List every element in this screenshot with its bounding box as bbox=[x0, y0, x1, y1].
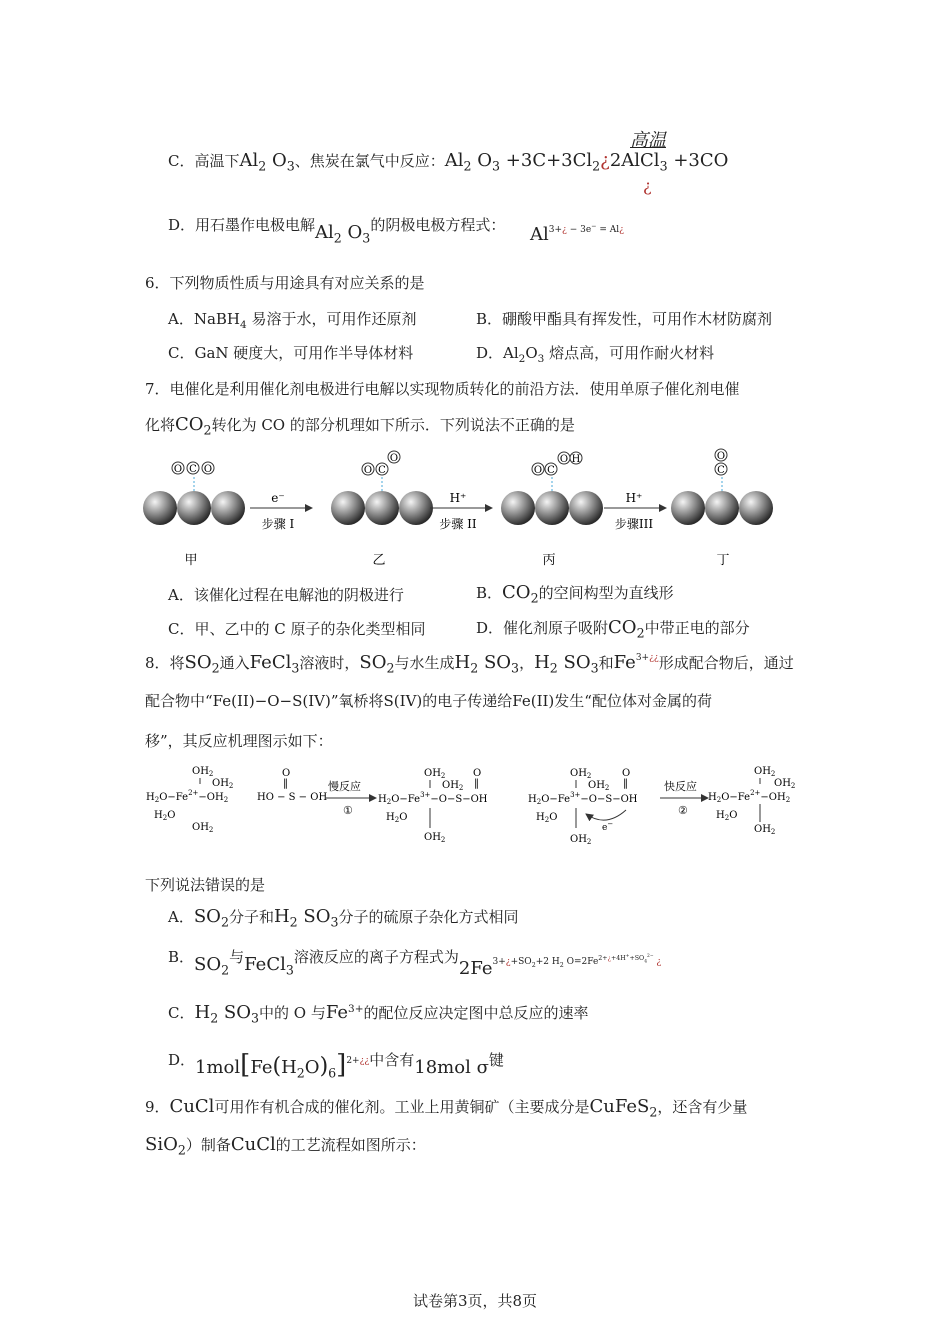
svg-text:OH2: $OH_2$ bbox=[774, 778, 796, 790]
fe2-hexaaqua-complex bbox=[146, 766, 233, 834]
svg-text:O: O bbox=[282, 768, 291, 779]
svg-text:②: ② bbox=[678, 804, 688, 817]
q6-option-a: A．NaBH$_4$ 易溶于水，可用作还原剂 bbox=[168, 310, 417, 331]
svg-text:H2O−Fe3+−O−S−OH: $H_2O-Fe^{3+}-O-S-OH$ bbox=[528, 791, 638, 806]
reagent-proton-1: H⁺ bbox=[449, 491, 467, 505]
q8-option-d: D．$1mol[Fe(H_2O)_6]2+¿¿$中含有18mol σ键 bbox=[168, 1050, 504, 1081]
svg-text:HO − S − OH: HO − S − OH bbox=[257, 792, 328, 803]
svg-text:OH2: $OH_2$ bbox=[192, 766, 214, 778]
fe3-sulfite-complex-2 bbox=[528, 768, 638, 846]
svg-text:O: O bbox=[389, 453, 399, 464]
svg-text:O: O bbox=[559, 454, 569, 465]
fe3-sulfite-complex-1 bbox=[378, 768, 488, 844]
q8-option-b: B．$SO_2$与FeCl$_3$溶液反应的离子方程式为$2Fe3+¿+SO_2+2$ $H_2$ $O=2Fe^{2+¿+4H^++SO_4^{2-}}$ ¿ bbox=[168, 948, 662, 979]
svg-text:OH2: $OH_2$ bbox=[424, 832, 446, 844]
label-yi: 乙 bbox=[372, 553, 386, 568]
svg-text:OH2: $OH_2$ bbox=[754, 766, 776, 778]
q8-option-c: C．$H_2$ $SO_3$中的 O 与$Fe^{3+}$的配位反应决定图中总反应的速率 bbox=[168, 1002, 589, 1026]
step-arrow-1 bbox=[250, 491, 312, 531]
svg-text:OH2: $OH_2$ bbox=[424, 768, 446, 780]
svg-text:OH2: $OH_2$ bbox=[754, 824, 776, 836]
svg-text:C: C bbox=[717, 465, 725, 476]
state-bing bbox=[501, 452, 603, 525]
q8-stem-line3: 移”，其反应机理图示如下： bbox=[145, 732, 333, 750]
svg-text:O: O bbox=[173, 464, 183, 475]
svg-text:O: O bbox=[363, 465, 373, 476]
svg-text:OH2: $OH_2$ bbox=[442, 780, 464, 792]
svg-text:C: C bbox=[189, 464, 197, 475]
svg-text:OH2: $OH_2$ bbox=[212, 778, 234, 790]
step-arrow-3 bbox=[604, 491, 666, 531]
q5-cathode-equation: $Al^{3+¿ - 3e^- = Al¿}$ bbox=[530, 223, 624, 245]
q5-option-c bbox=[630, 130, 666, 152]
slow-reaction-arrow bbox=[326, 779, 376, 817]
q7-option-c: C．甲、乙中的 C 原子的杂化类型相同 bbox=[168, 620, 426, 638]
svg-text:‖: ‖ bbox=[623, 778, 628, 789]
q5-garbled-char: ¿ bbox=[643, 176, 652, 195]
svg-text:H2O−Fe2+−OH2: $H_2O-Fe^{2+}-OH_2$ bbox=[708, 789, 791, 804]
q7-stem-line1: 7．电催化是利用催化剂电极进行电解以实现物质转化的前沿方法．使用单原子催化剂电催 bbox=[145, 380, 740, 398]
step-2-label: 步骤 II bbox=[439, 517, 477, 531]
fe2-product-complex bbox=[708, 766, 795, 836]
step-3-label: 步骤III bbox=[614, 517, 654, 531]
state-yi bbox=[331, 451, 433, 525]
reagent-proton-2: H⁺ bbox=[625, 491, 643, 505]
svg-text:‖: ‖ bbox=[474, 778, 479, 789]
svg-text:慢反应: 慢反应 bbox=[328, 780, 361, 793]
q5-option-c-text: C．高温下$Al_2$ $O_3$、焦炭在氯气中反应：$Al_2$ $O_3$ $+3C+3Cl_2¿2AlCl_3 +3CO$ bbox=[168, 150, 729, 174]
q8-option-a: A．$SO_2$分子和$H_2$ $SO_3$分子的硫原子杂化方式相同 bbox=[168, 906, 519, 930]
svg-text:H2O: $H_2O$ bbox=[154, 810, 176, 822]
svg-text:e−: e− bbox=[602, 820, 614, 833]
step-1-label: 步骤 I bbox=[261, 517, 295, 531]
svg-text:O: O bbox=[716, 451, 726, 462]
svg-text:快反应: 快反应 bbox=[664, 780, 697, 793]
q7-option-b: B．$CO_2$的空间构型为直线形 bbox=[476, 582, 674, 606]
fast-reaction-arrow bbox=[660, 779, 708, 817]
page-footer: 试卷第3页，共8页 bbox=[412, 1292, 538, 1310]
svg-text:OH2: $OH_2$ bbox=[588, 780, 610, 792]
svg-text:H2O: $H_2O$ bbox=[716, 810, 738, 822]
svg-text:OH2: $OH_2$ bbox=[570, 768, 592, 780]
svg-text:C: C bbox=[547, 465, 555, 476]
q9-stem-line1: 9．CuCl可用作有机合成的催化剂。工业上用黄铜矿（主要成分是CuFeS$_2$，还含有少量 bbox=[145, 1096, 748, 1120]
step-arrow-2 bbox=[430, 491, 492, 531]
q8-question: 下列说法错误的是 bbox=[145, 876, 266, 894]
svg-text:①: ① bbox=[343, 804, 353, 817]
sulfurous-acid bbox=[257, 768, 327, 803]
reaction-condition: 高温 bbox=[630, 130, 666, 151]
q7-option-d: D．催化剂原子吸附$CO_2$中带正电的部分 bbox=[476, 617, 750, 641]
q8-stem-line2: 配合物中“Fe(II)−O−S(IV)”氧桥将S(IV)的电子传递给Fe(II)发生“配位体对金属的荷 bbox=[145, 692, 712, 710]
svg-text:O: O bbox=[203, 464, 213, 475]
svg-text:OH2: $OH_2$ bbox=[192, 822, 214, 834]
svg-text:H2O: $H_2O$ bbox=[536, 812, 558, 824]
q5-option-d: D．用石墨作电极电解$Al_2$ $O_3$的阴极电极方程式： bbox=[168, 216, 506, 246]
q6-option-c: C．GaN 硬度大，可用作半导体材料 bbox=[168, 344, 414, 362]
label-bing: 丙 bbox=[542, 553, 556, 568]
label-ding: 丁 bbox=[716, 553, 730, 568]
q8-stem-line1: 8．将$SO_2$通入FeCl$_3$溶液时，$SO_2$与水生成$H_2$ $SO_3$，$H_2$ $SO_3$和$Fe^{3+¿¿}$形成配合物后，通过 bbox=[145, 652, 794, 676]
svg-text:O: O bbox=[622, 768, 631, 779]
svg-text:H: H bbox=[571, 454, 581, 465]
state-jia bbox=[143, 462, 245, 525]
svg-text:O: O bbox=[533, 465, 543, 476]
q8-mechanism-diagram bbox=[140, 762, 810, 850]
svg-text:‖: ‖ bbox=[283, 778, 288, 789]
q7-mechanism-diagram bbox=[140, 446, 790, 576]
q6-option-b: B．硼酸甲酯具有挥发性，可用作木材防腐剂 bbox=[476, 310, 773, 328]
q7-stem-line2: 化将$CO_2$转化为 CO 的部分机理如下所示．下列说法不正确的是 bbox=[145, 414, 575, 438]
q9-stem-line2: SiO$_2$）制备CuCl的工艺流程如图所示： bbox=[145, 1134, 426, 1158]
q6-option-d: D．$Al_2O_3$ 熔点高，可用作耐火材料 bbox=[476, 344, 715, 365]
svg-text:H2O: $H_2O$ bbox=[386, 812, 408, 824]
label-jia: 甲 bbox=[184, 553, 198, 568]
reagent-electron: e⁻ bbox=[271, 491, 285, 505]
q7-option-a: A．该催化过程在电解池的阴极进行 bbox=[168, 586, 404, 604]
svg-text:C: C bbox=[378, 465, 386, 476]
svg-text:O: O bbox=[473, 768, 482, 779]
q6-stem: 6．下列物质性质与用途具有对应关系的是 bbox=[145, 274, 425, 292]
svg-text:H2O−Fe3+−O−S−OH: $H_2O-Fe^{3+}-O-S-OH$ bbox=[378, 791, 488, 806]
state-ding bbox=[671, 449, 773, 525]
svg-text:OH2: $OH_2$ bbox=[570, 834, 592, 846]
svg-text:H2O−Fe2+−OH2: $H_2O-Fe^{2+}-OH_2$ bbox=[146, 789, 229, 804]
